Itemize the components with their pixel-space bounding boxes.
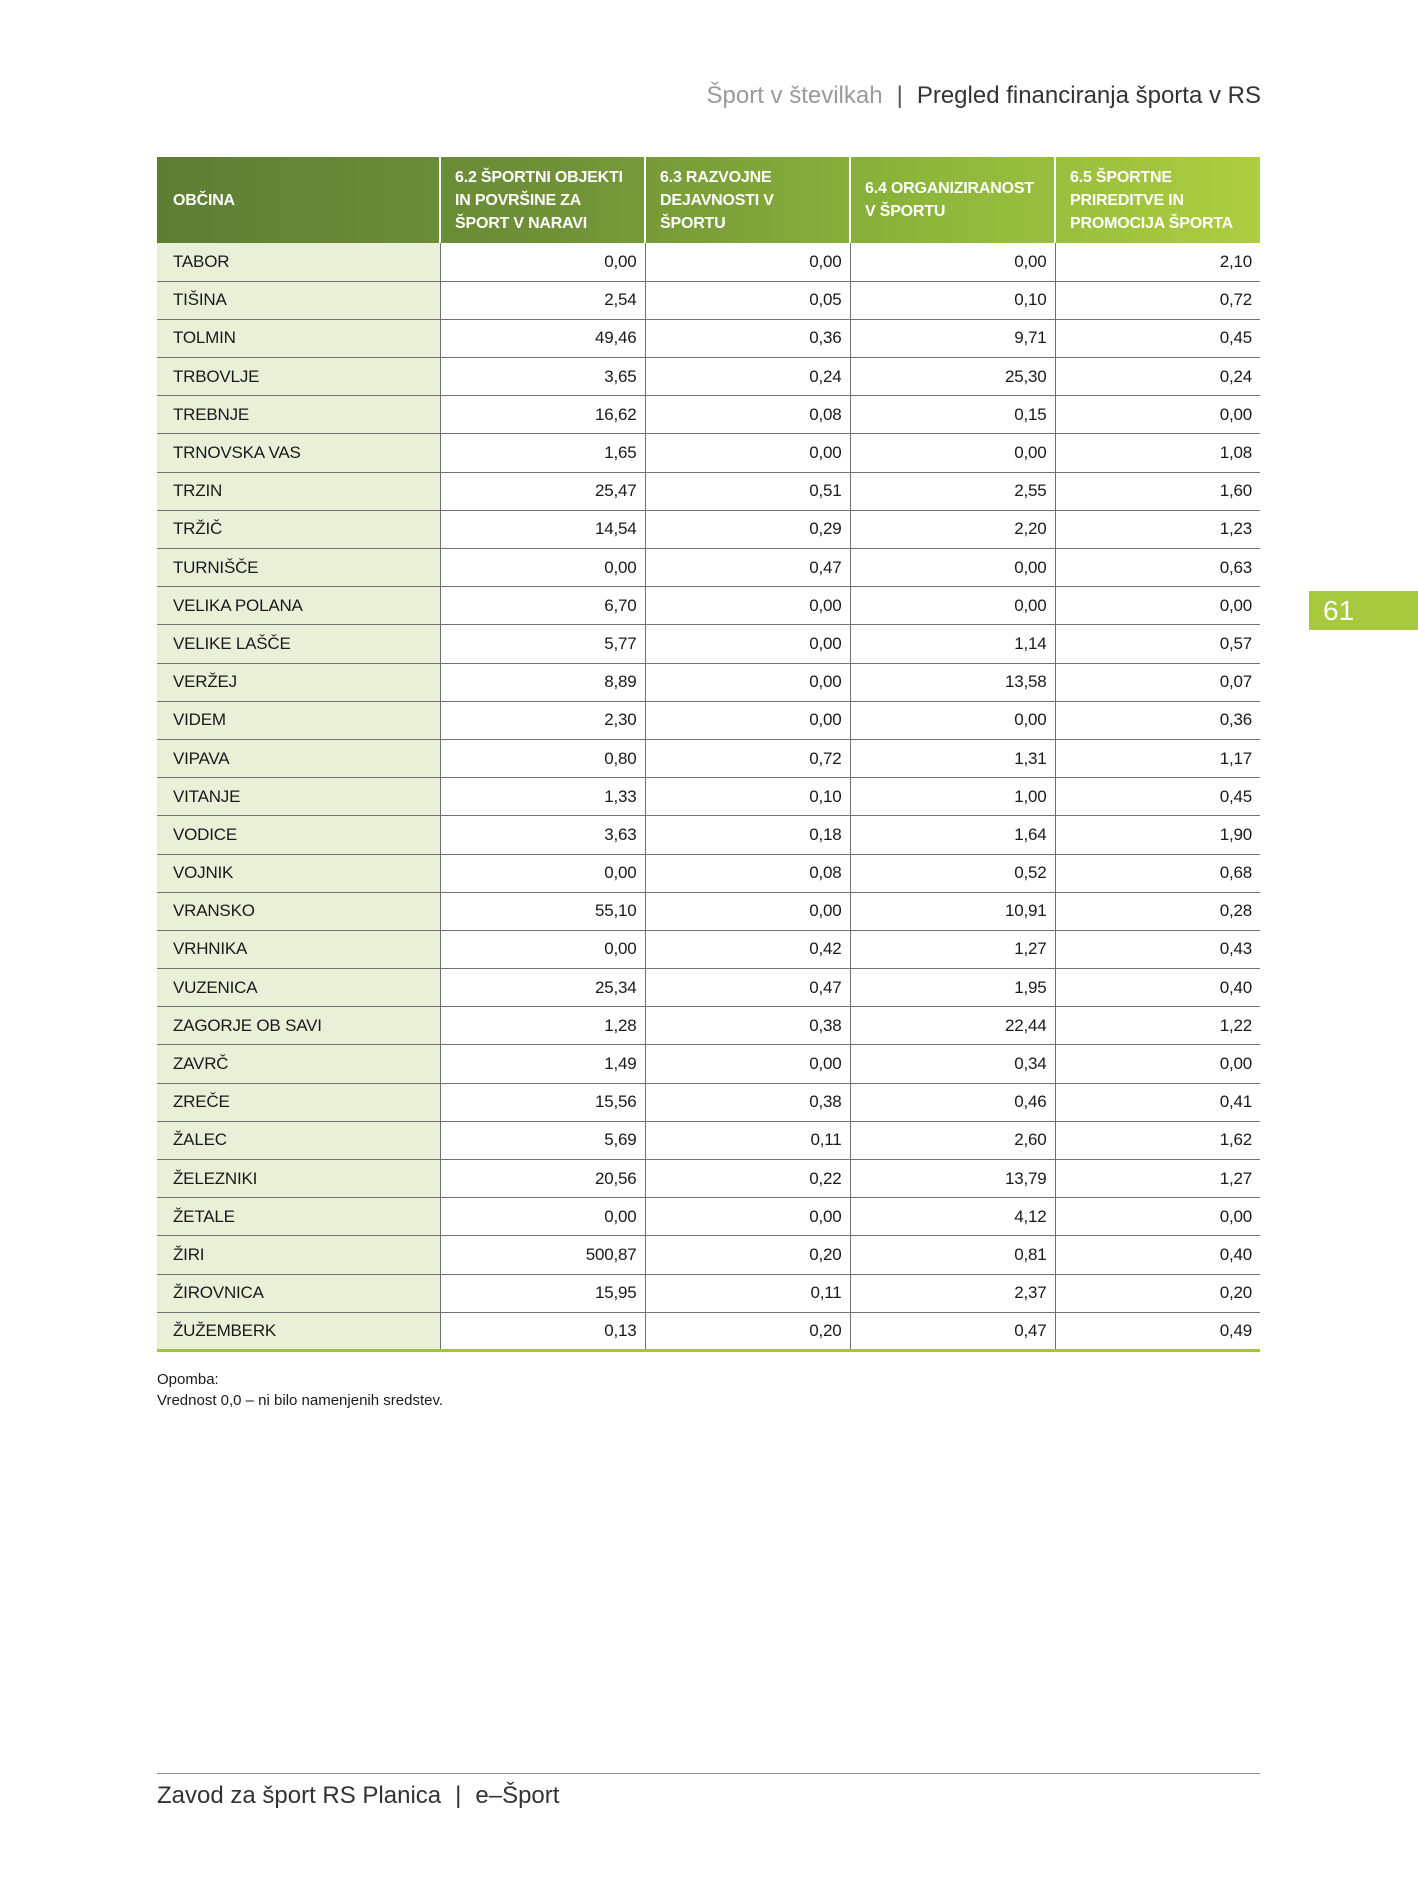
cell-razvojne-dejavnosti: 0,38 — [645, 1083, 850, 1121]
cell-sportne-prireditve: 0,24 — [1055, 358, 1260, 396]
cell-obcina: VERŽEJ — [157, 663, 440, 701]
table-row — [157, 434, 1260, 472]
cell-sportne-prireditve: 0,45 — [1055, 778, 1260, 816]
table-row — [157, 663, 1260, 701]
cell-organiziranost: 0,00 — [850, 434, 1055, 472]
header-separator: | — [896, 82, 903, 109]
cell-organiziranost: 0,00 — [850, 243, 1055, 281]
cell-razvojne-dejavnosti: 0,10 — [645, 778, 850, 816]
cell-obcina: ZREČE — [157, 1083, 440, 1121]
cell-sportne-prireditve: 0,00 — [1055, 1045, 1260, 1083]
cell-razvojne-dejavnosti: 0,24 — [645, 358, 850, 396]
cell-sportne-prireditve: 0,68 — [1055, 854, 1260, 892]
cell-obcina: TRNOVSKA VAS — [157, 434, 440, 472]
cell-sportne-prireditve: 0,00 — [1055, 1198, 1260, 1236]
cell-razvojne-dejavnosti: 0,36 — [645, 319, 850, 357]
cell-obcina: VRANSKO — [157, 892, 440, 930]
cell-sportne-prireditve: 0,40 — [1055, 1236, 1260, 1274]
table-row — [157, 701, 1260, 739]
cell-obcina: TRBOVLJE — [157, 358, 440, 396]
cell-sportni-objekti: 0,00 — [440, 243, 645, 281]
cell-organiziranost: 0,47 — [850, 1312, 1055, 1350]
running-header — [707, 82, 1262, 110]
financing-table — [157, 157, 1260, 1352]
cell-obcina: ŽIROVNICA — [157, 1274, 440, 1312]
cell-organiziranost: 2,20 — [850, 510, 1055, 548]
table-row — [157, 549, 1260, 587]
cell-organiziranost: 0,00 — [850, 587, 1055, 625]
column-header-razvojne-dejavnosti: 6.3 RAZVOJNE DEJAVNOSTI V ŠPORTU — [645, 157, 850, 243]
table-row — [157, 1007, 1260, 1045]
cell-sportne-prireditve: 1,08 — [1055, 434, 1260, 472]
cell-organiziranost: 0,15 — [850, 396, 1055, 434]
cell-organiziranost: 2,60 — [850, 1121, 1055, 1159]
cell-razvojne-dejavnosti: 0,29 — [645, 510, 850, 548]
cell-razvojne-dejavnosti: 0,20 — [645, 1312, 850, 1350]
cell-organiziranost: 9,71 — [850, 319, 1055, 357]
table-row — [157, 1312, 1260, 1350]
cell-organiziranost: 13,58 — [850, 663, 1055, 701]
table-row — [157, 1274, 1260, 1312]
cell-sportni-objekti: 2,30 — [440, 701, 645, 739]
cell-sportne-prireditve: 1,90 — [1055, 816, 1260, 854]
cell-obcina: VRHNIKA — [157, 930, 440, 968]
table-row — [157, 281, 1260, 319]
cell-sportni-objekti: 20,56 — [440, 1160, 645, 1198]
cell-razvojne-dejavnosti: 0,00 — [645, 243, 850, 281]
cell-razvojne-dejavnosti: 0,51 — [645, 472, 850, 510]
cell-obcina: VOJNIK — [157, 854, 440, 892]
cell-organiziranost: 22,44 — [850, 1007, 1055, 1045]
cell-razvojne-dejavnosti: 0,18 — [645, 816, 850, 854]
cell-razvojne-dejavnosti: 0,00 — [645, 587, 850, 625]
cell-organiziranost: 1,27 — [850, 930, 1055, 968]
cell-sportni-objekti: 1,33 — [440, 778, 645, 816]
table-row — [157, 625, 1260, 663]
note-label: Opomba: — [157, 1371, 219, 1388]
table-row — [157, 319, 1260, 357]
table-row — [157, 1160, 1260, 1198]
column-header-sportni-objekti: 6.2 ŠPORTNI OBJEKTI IN POVRŠINE ZA ŠPORT V NARAVI — [440, 157, 645, 243]
cell-sportne-prireditve: 0,57 — [1055, 625, 1260, 663]
cell-sportne-prireditve: 0,00 — [1055, 587, 1260, 625]
cell-sportni-objekti: 1,49 — [440, 1045, 645, 1083]
table-row — [157, 472, 1260, 510]
cell-organiziranost: 0,81 — [850, 1236, 1055, 1274]
table-row — [157, 358, 1260, 396]
cell-razvojne-dejavnosti: 0,00 — [645, 892, 850, 930]
footer-series: e–Šport — [475, 1782, 560, 1809]
cell-sportni-objekti: 1,65 — [440, 434, 645, 472]
cell-sportne-prireditve: 1,62 — [1055, 1121, 1260, 1159]
cell-sportni-objekti: 15,56 — [440, 1083, 645, 1121]
cell-razvojne-dejavnosti: 0,08 — [645, 396, 850, 434]
cell-obcina: VIDEM — [157, 701, 440, 739]
cell-obcina: ZAVRČ — [157, 1045, 440, 1083]
cell-organiziranost: 0,00 — [850, 701, 1055, 739]
cell-sportne-prireditve: 0,63 — [1055, 549, 1260, 587]
cell-sportni-objekti: 5,77 — [440, 625, 645, 663]
column-header-sportne-prireditve: 6.5 ŠPORTNE PRIREDITVE IN PROMOCIJA ŠPORTA — [1055, 157, 1260, 243]
table-row — [157, 243, 1260, 281]
cell-organiziranost: 1,64 — [850, 816, 1055, 854]
cell-sportne-prireditve: 0,40 — [1055, 969, 1260, 1007]
cell-organiziranost: 1,14 — [850, 625, 1055, 663]
cell-razvojne-dejavnosti: 0,00 — [645, 1198, 850, 1236]
cell-sportni-objekti: 0,80 — [440, 739, 645, 777]
table-body — [157, 243, 1260, 1350]
cell-razvojne-dejavnosti: 0,22 — [645, 1160, 850, 1198]
cell-organiziranost: 10,91 — [850, 892, 1055, 930]
cell-obcina: ŽALEC — [157, 1121, 440, 1159]
table-row — [157, 1198, 1260, 1236]
cell-organiziranost: 2,55 — [850, 472, 1055, 510]
cell-razvojne-dejavnosti: 0,38 — [645, 1007, 850, 1045]
cell-organiziranost: 0,52 — [850, 854, 1055, 892]
cell-razvojne-dejavnosti: 0,11 — [645, 1274, 850, 1312]
cell-sportni-objekti: 25,34 — [440, 969, 645, 1007]
cell-sportne-prireditve: 1,60 — [1055, 472, 1260, 510]
cell-sportni-objekti: 15,95 — [440, 1274, 645, 1312]
cell-sportni-objekti: 0,00 — [440, 930, 645, 968]
cell-organiziranost: 1,31 — [850, 739, 1055, 777]
table-note — [157, 1369, 443, 1411]
cell-sportni-objekti: 0,00 — [440, 854, 645, 892]
cell-obcina: TRŽIČ — [157, 510, 440, 548]
cell-obcina: TRZIN — [157, 472, 440, 510]
cell-razvojne-dejavnosti: 0,11 — [645, 1121, 850, 1159]
table-row — [157, 930, 1260, 968]
cell-obcina: ŽUŽEMBERK — [157, 1312, 440, 1350]
cell-sportne-prireditve: 0,45 — [1055, 319, 1260, 357]
cell-sportni-objekti: 3,63 — [440, 816, 645, 854]
cell-sportne-prireditve: 1,17 — [1055, 739, 1260, 777]
cell-sportne-prireditve: 0,20 — [1055, 1274, 1260, 1312]
cell-sportne-prireditve: 0,00 — [1055, 396, 1260, 434]
cell-sportni-objekti: 16,62 — [440, 396, 645, 434]
chapter-title: Pregled financiranja športa v RS — [916, 82, 1261, 109]
cell-razvojne-dejavnosti: 0,47 — [645, 969, 850, 1007]
page-footer — [157, 1782, 559, 1810]
cell-sportni-objekti: 0,00 — [440, 1198, 645, 1236]
footer-divider — [157, 1773, 1260, 1774]
cell-razvojne-dejavnosti: 0,00 — [645, 701, 850, 739]
cell-sportni-objekti: 8,89 — [440, 663, 645, 701]
cell-sportni-objekti: 2,54 — [440, 281, 645, 319]
cell-sportne-prireditve: 1,22 — [1055, 1007, 1260, 1045]
cell-sportni-objekti: 49,46 — [440, 319, 645, 357]
cell-organiziranost: 0,00 — [850, 549, 1055, 587]
cell-sportni-objekti: 1,28 — [440, 1007, 645, 1045]
cell-obcina: TABOR — [157, 243, 440, 281]
table-row — [157, 1236, 1260, 1274]
cell-razvojne-dejavnosti: 0,00 — [645, 625, 850, 663]
cell-organiziranost: 0,34 — [850, 1045, 1055, 1083]
cell-organiziranost: 0,46 — [850, 1083, 1055, 1121]
cell-sportni-objekti: 500,87 — [440, 1236, 645, 1274]
cell-razvojne-dejavnosti: 0,00 — [645, 663, 850, 701]
cell-sportni-objekti: 0,00 — [440, 549, 645, 587]
cell-organiziranost: 0,10 — [850, 281, 1055, 319]
cell-sportni-objekti: 0,13 — [440, 1312, 645, 1350]
book-title: Šport v številkah — [706, 82, 883, 109]
table-row — [157, 739, 1260, 777]
cell-obcina: ŽELEZNIKI — [157, 1160, 440, 1198]
cell-organiziranost: 25,30 — [850, 358, 1055, 396]
cell-sportne-prireditve: 1,23 — [1055, 510, 1260, 548]
table-row — [157, 892, 1260, 930]
cell-sportne-prireditve: 1,27 — [1055, 1160, 1260, 1198]
cell-obcina: TIŠINA — [157, 281, 440, 319]
cell-obcina: ZAGORJE OB SAVI — [157, 1007, 440, 1045]
cell-organiziranost: 4,12 — [850, 1198, 1055, 1236]
page-number-tab: 61 — [1309, 591, 1418, 630]
table-row — [157, 1121, 1260, 1159]
table-row — [157, 778, 1260, 816]
cell-razvojne-dejavnosti: 0,72 — [645, 739, 850, 777]
cell-sportne-prireditve: 2,10 — [1055, 243, 1260, 281]
cell-obcina: ŽETALE — [157, 1198, 440, 1236]
table-row — [157, 587, 1260, 625]
cell-obcina: VELIKE LAŠČE — [157, 625, 440, 663]
cell-sportne-prireditve: 0,49 — [1055, 1312, 1260, 1350]
table-row — [157, 510, 1260, 548]
table-row — [157, 816, 1260, 854]
table-row — [157, 1083, 1260, 1121]
column-header-organiziranost: 6.4 ORGANIZIRANOST V ŠPORTU — [850, 157, 1055, 243]
column-header-obcina: OBČINA — [173, 191, 235, 209]
cell-sportne-prireditve: 0,41 — [1055, 1083, 1260, 1121]
cell-obcina: VELIKA POLANA — [157, 587, 440, 625]
cell-sportni-objekti: 25,47 — [440, 472, 645, 510]
cell-razvojne-dejavnosti: 0,47 — [645, 549, 850, 587]
cell-obcina: VITANJE — [157, 778, 440, 816]
cell-razvojne-dejavnosti: 0,20 — [645, 1236, 850, 1274]
cell-sportni-objekti: 5,69 — [440, 1121, 645, 1159]
table-header — [157, 157, 1260, 243]
note-text: Vrednost 0,0 – ni bilo namenjenih sredstev. — [157, 1392, 444, 1409]
footer-publisher: Zavod za šport RS Planica — [157, 1782, 442, 1809]
cell-sportne-prireditve: 0,07 — [1055, 663, 1260, 701]
cell-organiziranost: 2,37 — [850, 1274, 1055, 1312]
cell-organiziranost: 1,95 — [850, 969, 1055, 1007]
cell-obcina: TOLMIN — [157, 319, 440, 357]
cell-obcina: VODICE — [157, 816, 440, 854]
cell-organiziranost: 13,79 — [850, 1160, 1055, 1198]
cell-razvojne-dejavnosti: 0,00 — [645, 434, 850, 472]
cell-razvojne-dejavnosti: 0,00 — [645, 1045, 850, 1083]
cell-obcina: ŽIRI — [157, 1236, 440, 1274]
table-row — [157, 1045, 1260, 1083]
cell-razvojne-dejavnosti: 0,08 — [645, 854, 850, 892]
cell-razvojne-dejavnosti: 0,42 — [645, 930, 850, 968]
cell-obcina: TURNIŠČE — [157, 549, 440, 587]
cell-sportne-prireditve: 0,28 — [1055, 892, 1260, 930]
cell-obcina: TREBNJE — [157, 396, 440, 434]
table-row — [157, 396, 1260, 434]
cell-sportne-prireditve: 0,43 — [1055, 930, 1260, 968]
cell-obcina: VUZENICA — [157, 969, 440, 1007]
cell-sportne-prireditve: 0,36 — [1055, 701, 1260, 739]
table-row — [157, 969, 1260, 1007]
table-row — [157, 854, 1260, 892]
cell-sportni-objekti: 55,10 — [440, 892, 645, 930]
cell-sportni-objekti: 3,65 — [440, 358, 645, 396]
cell-sportni-objekti: 14,54 — [440, 510, 645, 548]
cell-organiziranost: 1,00 — [850, 778, 1055, 816]
header-row — [157, 157, 1260, 243]
footer-separator: | — [455, 1782, 462, 1809]
cell-razvojne-dejavnosti: 0,05 — [645, 281, 850, 319]
cell-sportni-objekti: 6,70 — [440, 587, 645, 625]
cell-obcina: VIPAVA — [157, 739, 440, 777]
cell-sportne-prireditve: 0,72 — [1055, 281, 1260, 319]
